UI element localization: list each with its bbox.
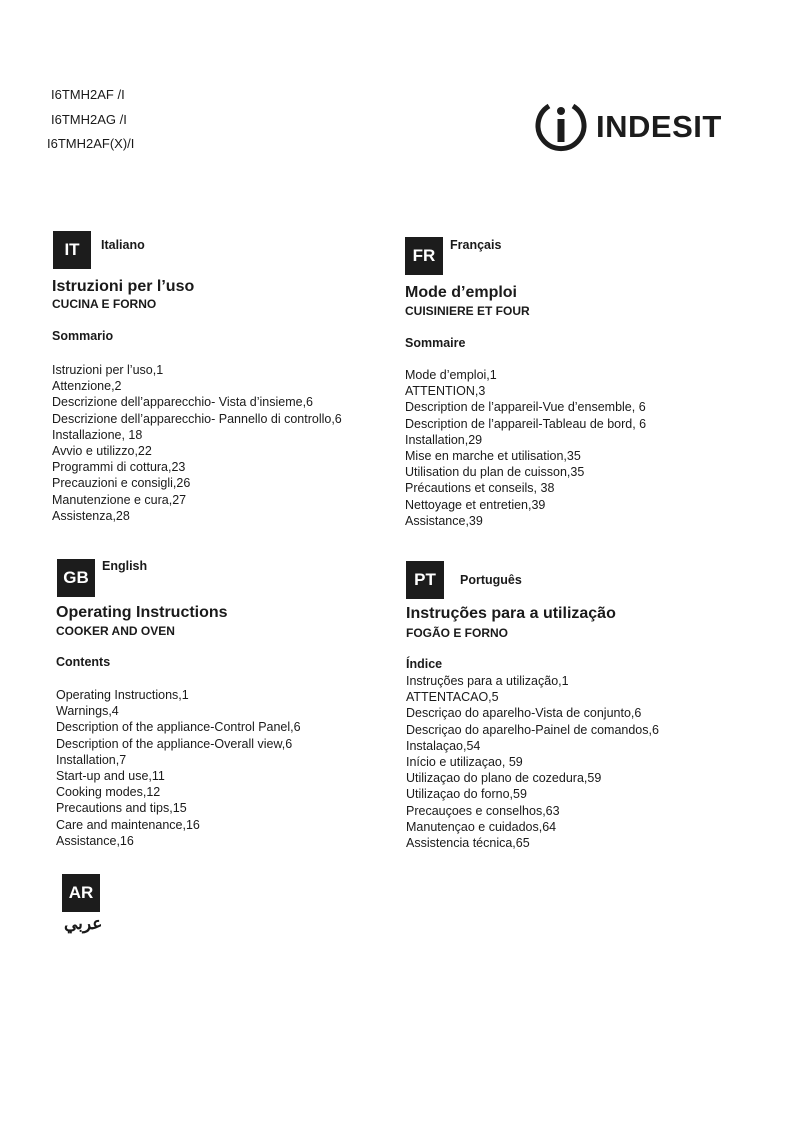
list-item: Cooking modes,12 [56, 785, 161, 800]
section-subtitle-pt: FOGÃO E FORNO [406, 626, 508, 640]
list-item: Avvio e utilizzo,22 [52, 444, 152, 459]
brand-logo [534, 100, 722, 154]
list-item: Précautions et conseils, 38 [405, 481, 555, 496]
list-item: Installation,29 [405, 432, 483, 447]
model-number-3: I6TMH2AF(X)/I [47, 136, 135, 151]
language-badge-fr: FR [405, 237, 443, 275]
list-item: Manutençao e cuidados,64 [406, 819, 557, 834]
list-item: Description of the appliance-Control Panel,6 [56, 720, 301, 735]
language-name-it: Italiano [101, 238, 145, 252]
list-item: Descrizione dell’apparecchio- Vista d’insieme,6 [52, 395, 314, 410]
language-badge-it: IT [53, 231, 91, 269]
list-item: Warnings,4 [56, 704, 119, 719]
contents-list-gb [56, 687, 301, 849]
contents-list-it [52, 362, 342, 524]
list-item: Description of the appliance-Overall view,6 [56, 736, 293, 751]
list-item: Operating Instructions,1 [56, 688, 189, 702]
contents-heading-it: Sommario [52, 329, 114, 343]
section-title-it: Istruzioni per l’uso [52, 278, 195, 295]
language-badge-ar: AR [62, 874, 100, 912]
language-badge-gb: GB [57, 559, 95, 597]
language-badge-pt: PT [406, 561, 444, 599]
list-item: Instalaçao,54 [406, 738, 481, 753]
list-item: Descrizione dell’apparecchio- Pannello di controllo,6 [52, 411, 342, 426]
list-item: Manutenzione e cura,27 [52, 492, 187, 507]
list-item: Assistenza,28 [52, 508, 130, 523]
contents-heading-fr: Sommaire [405, 336, 466, 350]
list-item: Nettoyage et entretien,39 [405, 497, 546, 512]
list-item: Start-up and use,11 [56, 769, 165, 784]
model-number-2: I6TMH2AG /I [51, 112, 127, 127]
list-item: Instruções para a utilização,1 [406, 674, 569, 688]
list-item: Utilizaçao do plano de cozedura,59 [406, 771, 602, 786]
language-name-ar: عربي [64, 914, 103, 933]
list-item: Precauzioni e consigli,26 [52, 476, 191, 491]
list-item: Utilisation du plan de cuisson,35 [405, 465, 585, 480]
model-number-1: I6TMH2AF /I [51, 87, 125, 102]
language-name-pt: Português [460, 573, 522, 587]
list-item: Description de l’appareil-Tableau de bord, 6 [405, 416, 647, 431]
list-item: Descriçao do aparelho-Painel de comandos,6 [406, 722, 659, 737]
indesit-logo-icon [534, 100, 588, 154]
language-name-gb: English [102, 559, 148, 573]
list-item: Mise en marche et utilisation,35 [405, 449, 581, 464]
list-item: Início e utilizaçao, 59 [406, 755, 523, 770]
list-item: Precauçoes e conselhos,63 [406, 803, 560, 818]
list-item: Assistencia técnica,65 [406, 836, 530, 851]
section-title-gb: Operating Instructions [56, 604, 228, 621]
list-item: Installation,7 [56, 752, 127, 767]
list-item: Care and maintenance,16 [56, 817, 200, 832]
section-subtitle-fr: CUISINIERE ET FOUR [405, 304, 530, 318]
contents-heading-gb: Contents [56, 655, 111, 669]
list-item: Utilizaçao do forno,59 [406, 787, 527, 802]
section-subtitle-it: CUCINA E FORNO [52, 297, 157, 311]
list-item: Assistance,16 [56, 833, 134, 848]
list-item: Attenzione,2 [52, 379, 122, 394]
list-item: Programmi di cottura,23 [52, 460, 186, 475]
contents-heading-pt: Índice [406, 657, 443, 671]
list-item: Description de l’appareil-Vue d’ensemble, 6 [405, 400, 646, 415]
list-item: Precautions and tips,15 [56, 801, 187, 816]
list-item: ATTENTACAO,5 [406, 690, 499, 705]
list-item: Descriçao do aparelho-Vista de conjunto,6 [406, 706, 642, 721]
list-item: Mode d’emploi,1 [405, 368, 497, 382]
list-item: Assistance,39 [405, 513, 483, 528]
section-title-fr: Mode d’emploi [405, 284, 517, 301]
section-title-pt: Instruções para a utilização [406, 605, 616, 622]
contents-list-pt [406, 673, 659, 851]
list-item: ATTENTION,3 [405, 384, 486, 399]
contents-list-fr [405, 367, 646, 529]
brand-name: INDESIT [596, 109, 722, 144]
language-name-fr: Français [450, 238, 502, 252]
section-subtitle-gb: COOKER AND OVEN [56, 624, 175, 638]
list-item: Istruzioni per l’uso,1 [52, 363, 164, 377]
list-item: Installazione, 18 [52, 427, 143, 442]
